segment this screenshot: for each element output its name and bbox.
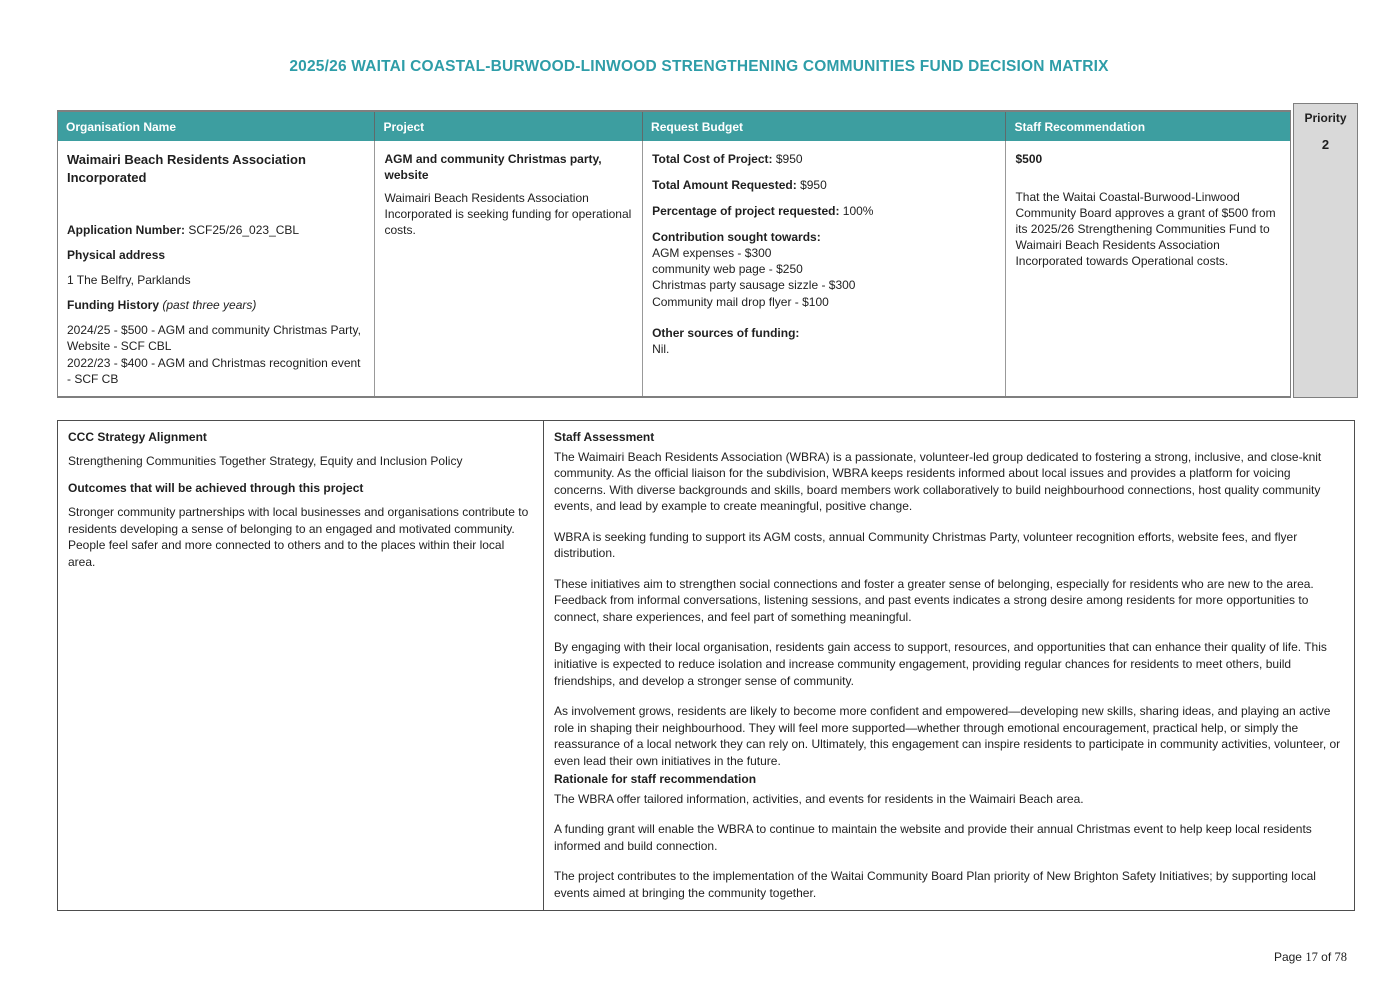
column-header-priority: Priority: [1304, 111, 1347, 125]
footer-total-pages: 78: [1334, 950, 1347, 964]
organisation-name: Waimairi Beach Residents Association Incorporated: [67, 152, 306, 185]
matrix-body-row: [58, 141, 1290, 396]
column-header-budget: Request Budget: [643, 112, 1006, 141]
funding-history-heading: Funding History (past three years): [67, 298, 257, 313]
recommendation-text: That the Waitai Coastal-Burwood-Linwood Community Board approves a grant of $500 from its 2025/26 Strengthening Communities Fund to Waimairi Beach Residents Association Incorporated towards Operational costs.: [1015, 190, 1276, 269]
page-title: 2025/26 WAITAI COASTAL-BURWOOD-LINWOOD STRENGTHENING COMMUNITIES FUND DECISION MATRIX: [289, 58, 1109, 75]
staff-recommendation-cell: [1006, 141, 1290, 396]
budget-cell: [643, 141, 1006, 396]
contribution-item: community web page - $250: [652, 262, 803, 277]
assessment-paragraph: By engaging with their local organisation, residents gain access to support, resources, and opportunities that can enhance their quality of life. This initiative is expected to reduce isolation and increase community engagement, providing regular chances for residents to meet others, build friendships, and develop a stronger sense of community.: [554, 640, 1327, 688]
rationale-paragraph: The project contributes to the implementation of the Waitai Community Board Plan priority of New Brighton Safety Initiatives; by supporting local events aimed at bringing the community together.: [554, 869, 1316, 901]
staff-assessment-cell: [544, 421, 1354, 910]
page-number-footer: [1274, 950, 1347, 965]
other-sources-block: [652, 325, 996, 357]
contribution-item: Christmas party sausage sizzle - $300: [652, 278, 856, 293]
assessment-paragraph: These initiatives aim to strengthen social connections and foster a greater sense of belonging, especially for residents who are new to the area. Feedback from informal conversations, listening sessions, and past events indicates a strong desire among residents for more opportunities to connect, share experiences, and feel part of something meaningful.: [554, 576, 1314, 624]
strategy-alignment-cell: [58, 421, 544, 910]
other-sources-label: Other sources of funding:: [652, 325, 800, 340]
contribution-label: Contribution sought towards:: [652, 230, 821, 245]
contribution-item: AGM expenses - $300: [652, 246, 772, 261]
outcomes-heading: Outcomes that will be achieved through this project: [68, 480, 364, 495]
decision-matrix-table: [57, 103, 1358, 398]
matrix-header-row: [58, 112, 1290, 141]
assessment-paragraph: The Waimairi Beach Residents Association (WBRA) is a passionate, volunteer-led group dedicated to fostering a strong, inclusive, and close-knit community. As the official liaison for the subdivision, WBRA keeps residents informed about local issues and provides a platform for voicing concerns. With diverse backgrounds and skills, board members work collaboratively to build neighbourhood connections, host quality community events, and lead by example to create meaningful, positive change.: [554, 449, 1322, 514]
detail-table: [57, 420, 1355, 911]
column-header-staff-recommendation: Staff Recommendation: [1014, 119, 1146, 134]
rationale-paragraph: A funding grant will enable the WBRA to continue to maintain the website and provide their annual Christmas event to help keep local residents informed and build connection.: [554, 822, 1312, 853]
column-header-project: Project: [375, 112, 643, 141]
rationale-heading: Rationale for staff recommendation: [554, 772, 757, 787]
other-sources-value: Nil.: [652, 341, 670, 356]
funding-history-item: 2024/25 - $500 - AGM and community Christmas Party, Website - SCF CBL: [67, 323, 361, 354]
rationale-paragraph: The WBRA offer tailored information, activities, and events for residents in the Waimairi Beach area.: [554, 791, 1084, 806]
total-requested: Total Amount Requested: $950: [652, 178, 827, 193]
recommended-amount: $500: [1015, 152, 1043, 166]
matrix-main-grid: [57, 110, 1291, 398]
footer-page-word: Page: [1273, 950, 1306, 964]
contribution-block: [652, 229, 996, 309]
outcomes-text: Stronger community partnerships with local businesses and organisations contribute to residents developing a sense of belonging to an engaged and motivated community. People feel safer and more connected to others and to the places within their local area.: [68, 505, 529, 569]
percentage-requested: Percentage of project requested: 100%: [652, 204, 874, 219]
project-title: AGM and community Christmas party, website: [384, 152, 602, 183]
strategy-alignment-text: Strengthening Communities Together Strategy, Equity and Inclusion Policy: [68, 454, 463, 469]
assessment-heading: Staff Assessment: [554, 430, 655, 444]
strategy-heading: CCC Strategy Alignment: [68, 430, 207, 444]
physical-address: 1 The Belfry, Parklands: [67, 273, 191, 288]
priority-column: [1293, 103, 1358, 398]
assessment-paragraph: WBRA is seeking funding to support its AGM costs, annual Community Christmas Party, volunteer recognition efforts, website fees, and flyer distribution.: [554, 529, 1298, 561]
assessment-paragraph: As involvement grows, residents are likely to become more confident and empowered—developing new skills, sharing ideas, and playing an active role in shaping their neighbourhood. They will feel more supported—whether through emotional encouragement, practical help, or simply the reassurance of a local network they can rely on. Ultimately, this engagement can inspire residents to participate in community activities, volunteer, or even lead their own initiatives in the future.: [554, 704, 1341, 768]
total-cost: Total Cost of Project: $950: [652, 152, 803, 166]
project-cell: [375, 141, 643, 396]
footer-current-page: 17: [1305, 950, 1318, 964]
funding-history-list: [67, 322, 365, 386]
physical-address-label: Physical address: [67, 248, 166, 263]
footer-of-word: of: [1317, 950, 1335, 964]
contribution-item: Community mail drop flyer - $100: [652, 294, 829, 309]
project-description: Waimairi Beach Residents Association Incorporated is seeking funding for operational costs.: [384, 191, 632, 238]
priority-value: 2: [1321, 137, 1330, 152]
application-number: Application Number: SCF25/26_023_CBL: [67, 223, 300, 238]
funding-history-item: 2022/23 - $400 - AGM and Christmas recognition event - SCF CB: [67, 355, 361, 386]
organisation-cell: [58, 141, 375, 396]
spacer: [652, 310, 996, 325]
column-header-organisation: Organisation Name: [58, 112, 375, 141]
